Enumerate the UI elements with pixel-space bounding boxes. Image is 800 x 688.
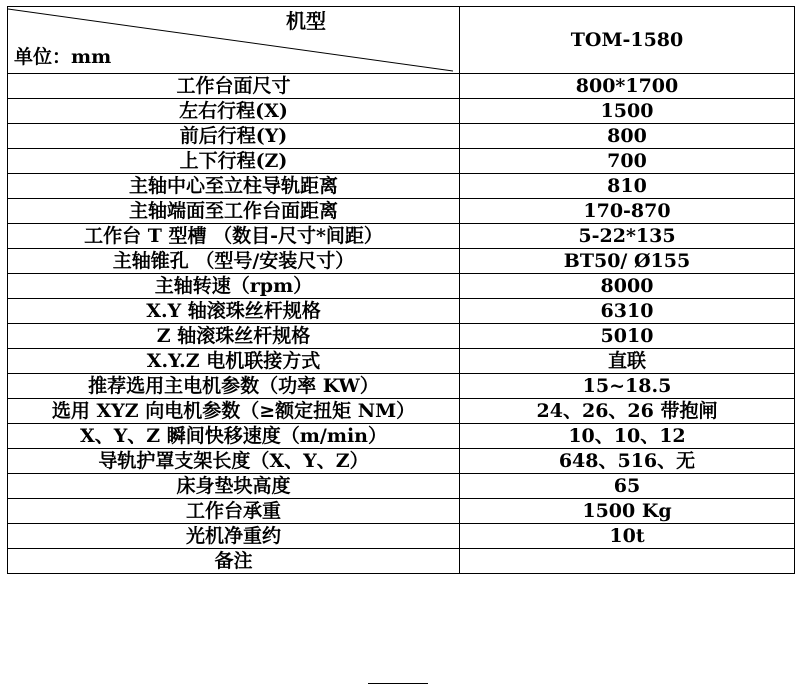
table-row xyxy=(8,424,795,449)
row-label: 主轴锥孔 （型号/安装尺寸） xyxy=(8,249,460,274)
row-label: 备注 xyxy=(8,549,460,574)
table-row xyxy=(8,399,795,424)
row-value: 24、26、26 带抱闸 xyxy=(460,399,795,424)
table-row xyxy=(8,124,795,149)
row-label: 选用 XYZ 向电机参数（≥额定扭矩 NM） xyxy=(8,399,460,424)
header-diagonal-cell xyxy=(8,7,460,74)
row-label: 推荐选用主电机参数（功率 KW） xyxy=(8,374,460,399)
table-row xyxy=(8,349,795,374)
row-label: 导轨护罩支架长度（X、Y、Z） xyxy=(8,449,460,474)
row-value: 700 xyxy=(460,149,795,174)
row-value: 648、516、无 xyxy=(460,449,795,474)
row-label: 左右行程(X) xyxy=(8,99,460,124)
row-value: 15~18.5 xyxy=(460,374,795,399)
row-label: X.Y 轴滚珠丝杆规格 xyxy=(8,299,460,324)
table-row xyxy=(8,324,795,349)
table-row xyxy=(8,199,795,224)
table-row xyxy=(8,374,795,399)
row-value: 65 xyxy=(460,474,795,499)
table-row xyxy=(8,149,795,174)
row-value: 800*1700 xyxy=(460,74,795,99)
row-label: 工作台 T 型槽 （数目-尺寸*间距） xyxy=(8,224,460,249)
spec-table xyxy=(7,6,795,574)
row-value: 8000 xyxy=(460,274,795,299)
table-row xyxy=(8,549,795,574)
model-value: TOM-1580 xyxy=(460,7,795,74)
row-value: 5-22*135 xyxy=(460,224,795,249)
bottom-mark xyxy=(368,683,428,687)
table-row xyxy=(8,224,795,249)
table-row xyxy=(8,99,795,124)
row-label: 主轴中心至立柱导轨距离 xyxy=(8,174,460,199)
row-value: 1500 Kg xyxy=(460,499,795,524)
table-row xyxy=(8,74,795,99)
model-label: 机型 xyxy=(286,9,326,33)
row-value: 10、10、12 xyxy=(460,424,795,449)
table-row xyxy=(8,499,795,524)
row-value: 5010 xyxy=(460,324,795,349)
row-label: X.Y.Z 电机联接方式 xyxy=(8,349,460,374)
row-label: 上下行程(Z) xyxy=(8,149,460,174)
row-value: 10t xyxy=(460,524,795,549)
spec-table-body xyxy=(8,7,795,574)
row-label: 床身垫块高度 xyxy=(8,474,460,499)
row-label: 光机净重约 xyxy=(8,524,460,549)
row-value xyxy=(460,549,795,574)
row-value: 1500 xyxy=(460,99,795,124)
row-label: 主轴端面至工作台面距离 xyxy=(8,199,460,224)
table-row xyxy=(8,299,795,324)
row-label: Z 轴滚珠丝杆规格 xyxy=(8,324,460,349)
row-value: 170-870 xyxy=(460,199,795,224)
row-value: 6310 xyxy=(460,299,795,324)
row-value: 800 xyxy=(460,124,795,149)
table-row xyxy=(8,249,795,274)
row-label: 前后行程(Y) xyxy=(8,124,460,149)
row-label: X、Y、Z 瞬间快移速度（m/min） xyxy=(8,424,460,449)
row-value: 810 xyxy=(460,174,795,199)
table-row xyxy=(8,474,795,499)
header-row xyxy=(8,7,795,74)
table-row xyxy=(8,449,795,474)
table-row xyxy=(8,524,795,549)
table-row xyxy=(8,174,795,199)
table-row xyxy=(8,274,795,299)
row-label: 工作台面尺寸 xyxy=(8,74,460,99)
row-label: 工作台承重 xyxy=(8,499,460,524)
row-label: 主轴转速（rpm） xyxy=(8,274,460,299)
unit-label: 单位：mm xyxy=(14,46,112,68)
row-value: 直联 xyxy=(460,349,795,374)
row-value: BT50/ Ø155 xyxy=(460,249,795,274)
